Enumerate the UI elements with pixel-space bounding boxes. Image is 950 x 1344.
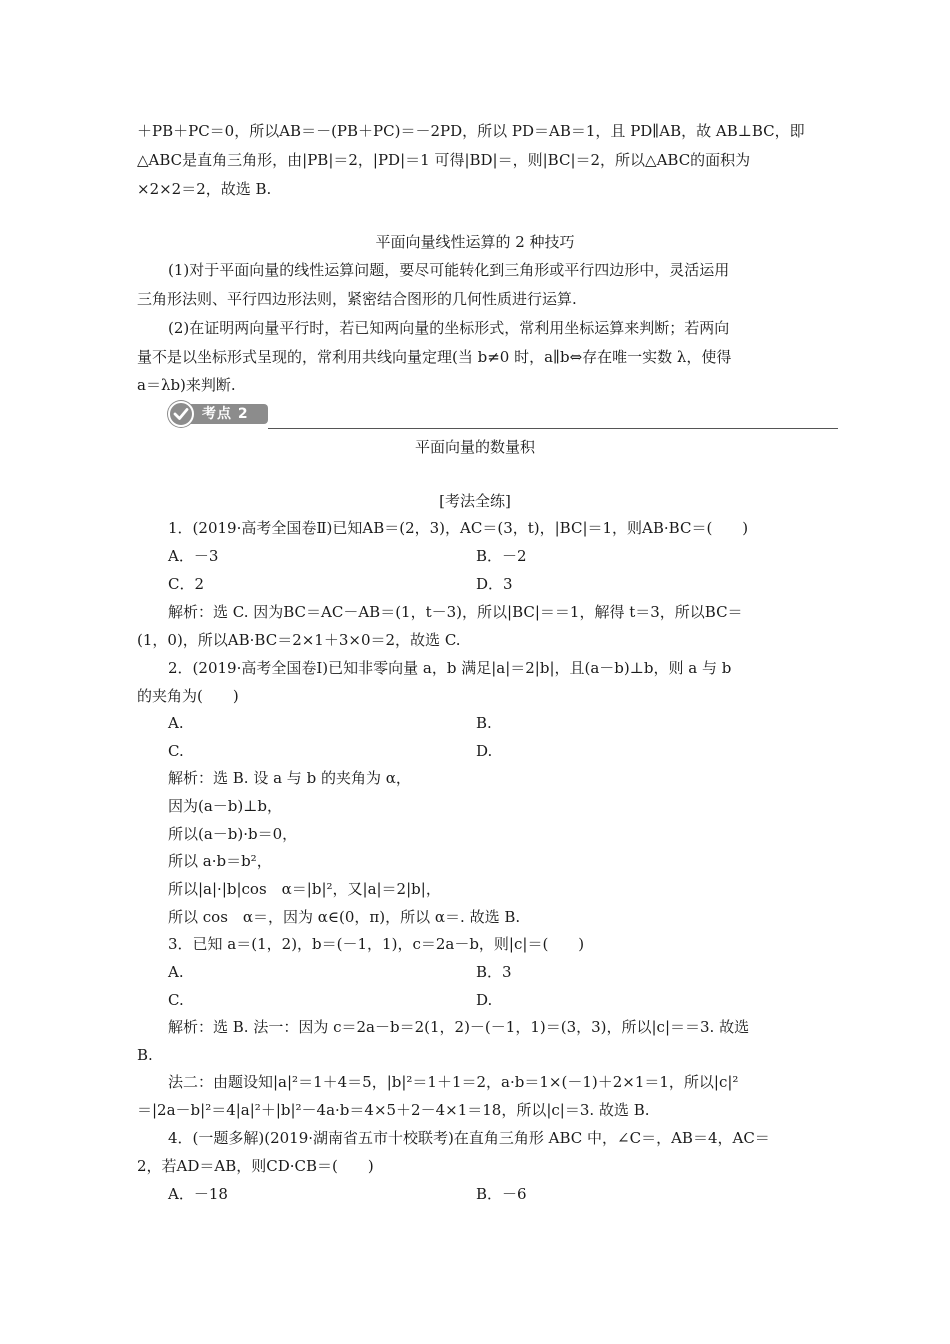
text-line: △ABC是直角三角形，由|PB|＝2，|PD|＝1 可得|BD|＝，则|BC|＝2，所以△ABC的面积为	[137, 151, 751, 169]
option-c: C.	[168, 742, 184, 760]
text-line: (1)对于平面向量的线性运算问题，要尽可能转化到三角形或平行四边形中，灵活运用	[168, 261, 730, 279]
option-a: A．－18	[168, 1185, 228, 1203]
solution-line: 法二：由题设知|a|²＝1＋4＝5，|b|²＝1＋1＝2，a·b＝1×(－1)＋2×1＝1，所以|c|²	[168, 1073, 739, 1091]
option-a: A．－3	[168, 547, 219, 565]
option-b: B．－2	[476, 547, 527, 565]
check-circle-icon	[168, 401, 194, 427]
text-line: ＋PB＋PC＝0，所以AB＝－(PB＋PC)＝－2PD，所以 PD＝AB＝1，且 PD∥AB，故 AB⊥BC，即	[137, 122, 805, 140]
question-4-stem: 4．(一题多解)(2019·湖南省五市十校联考)在直角三角形 ABC 中，∠C＝，AB＝4，AC＝	[168, 1129, 770, 1147]
solution-line: 解析：选 B. 法一：因为 c＝2a－b＝2(1，2)－(－1，1)＝(3，3)，所以|c|＝＝3. 故选	[168, 1018, 750, 1036]
practice-label: [考法全练]	[439, 492, 511, 510]
option-c: C.	[168, 991, 184, 1009]
option-d: D.	[476, 742, 493, 760]
solution-line: ＝|2a－b|²＝4|a|²＋|b|²－4a·b＝4×5＋2－4×1＝18，所以|c|＝3. 故选 B.	[137, 1101, 650, 1119]
question-3-stem: 3．已知 a＝(1，2)，b＝(－1，1)，c＝2a－b，则|c|＝( )	[168, 935, 585, 953]
question-1-stem: 1．(2019·高考全国卷Ⅱ)已知AB＝(2，3)，AC＝(3，t)，|BC|＝1，则AB·BC＝( )	[168, 519, 749, 537]
question-4-stem: 2，若AD＝AB，则CD·CB＝( )	[137, 1157, 374, 1175]
option-a: A.	[168, 963, 184, 981]
solution-line: 解析：选 B. 设 a 与 b 的夹角为 α，	[168, 769, 411, 787]
tips-heading: 平面向量线性运算的 2 种技巧	[375, 233, 575, 251]
solution-line: (1，0)，所以AB·BC＝2×1＋3×0＝2，故选 C.	[137, 631, 461, 649]
option-b: B．－6	[476, 1185, 527, 1203]
text-line: 量不是以坐标形式呈现的，常利用共线向量定理(当 b≠0 时，a∥b⇔存在唯一实数 λ，使得	[137, 348, 732, 366]
section-badge	[168, 401, 268, 427]
section-title: 平面向量的数量积	[414, 438, 535, 456]
text-line: 三角形法则、平行四边形法则，紧密结合图形的几何性质进行运算.	[137, 290, 577, 308]
solution-line: 所以|a|·|b|cos α＝|b|²，又|a|＝2|b|，	[168, 880, 441, 898]
solution-line: 所以(a－b)·b＝0，	[168, 825, 298, 843]
solution-line: 因为(a－b)⊥b，	[168, 797, 282, 815]
question-2-stem: 2．(2019·高考全国卷Ⅰ)已知非零向量 a，b 满足|a|＝2|b|，且(a－b)⊥b，则 a 与 b	[168, 659, 732, 677]
option-b: B．3	[476, 963, 512, 981]
section-divider	[268, 428, 838, 429]
text-line: (2)在证明两向量平行时，若已知两向量的坐标形式，常利用坐标运算来判断；若两向	[168, 319, 730, 337]
badge-label: 考点 2	[202, 406, 249, 422]
solution-line: 解析：选 C. 因为BC＝AC－AB＝(1，t－3)，所以|BC|＝＝1，解得 t＝3，所以BC＝	[168, 603, 743, 621]
text-line: ×2×2＝2，故选 B.	[137, 180, 272, 198]
solution-line: B.	[137, 1046, 153, 1064]
text-line: a＝λb)来判断.	[137, 376, 236, 394]
option-a: A.	[168, 714, 184, 732]
option-d: D．3	[476, 575, 513, 593]
solution-line: 所以 a·b＝b²，	[168, 852, 272, 870]
question-2-stem: 的夹角为( )	[137, 687, 239, 705]
option-b: B.	[476, 714, 492, 732]
option-d: D.	[476, 991, 493, 1009]
option-c: C．2	[168, 575, 205, 593]
solution-line: 所以 cos α＝，因为 α∈(0，π)，所以 α＝. 故选 B.	[168, 908, 521, 926]
